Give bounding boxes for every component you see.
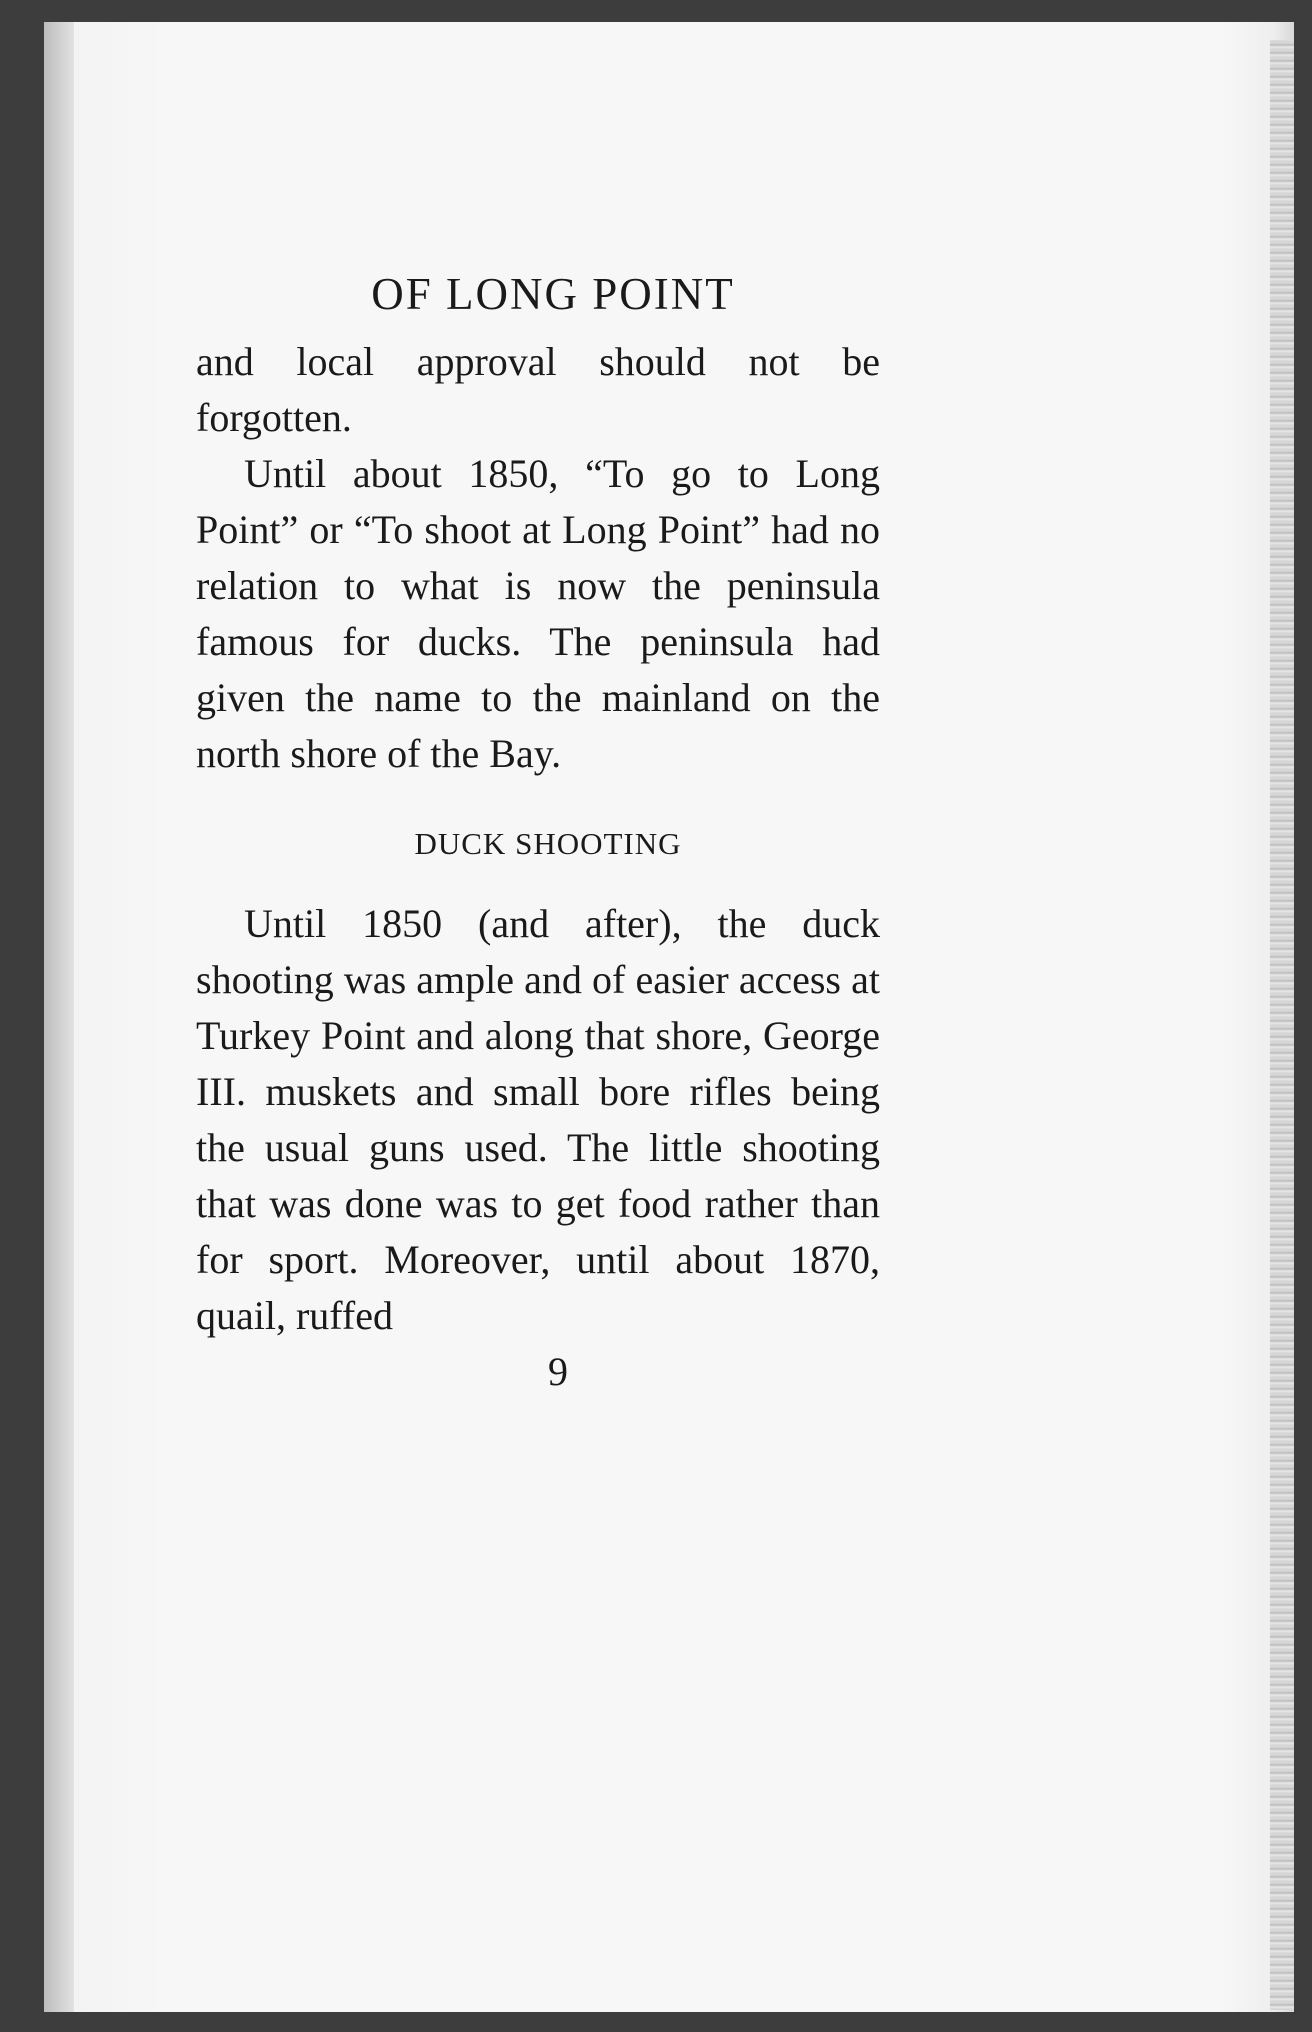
page-fore-edge xyxy=(1270,40,1294,2010)
text-block xyxy=(196,268,880,1395)
book-gutter xyxy=(44,22,74,2012)
paragraph-continued: and local approval should not be forgotten. xyxy=(196,339,880,440)
paragraph-long-point-name: Until about 1850, “To go to Long Point” or “To shoot at Long Point” had no relation to what is now the peninsula famous for ducks. The peninsula had given the name to the mainland on the north shore of the Bay. xyxy=(196,451,880,776)
section-heading: DUCK SHOOTING xyxy=(414,826,682,861)
page-number: 9 xyxy=(548,1349,568,1394)
running-head: OF LONG POINT xyxy=(371,269,735,319)
paragraph-duck-shooting: Until 1850 (and after), the duck shooting was ample and of easier access at Turkey Point and along that shore, George III. muskets and small bore rifles being the usual guns used. The little shooting that was done was to get food rather than for sport. Moreover, until about 1870, quail, ruffed xyxy=(196,901,880,1338)
